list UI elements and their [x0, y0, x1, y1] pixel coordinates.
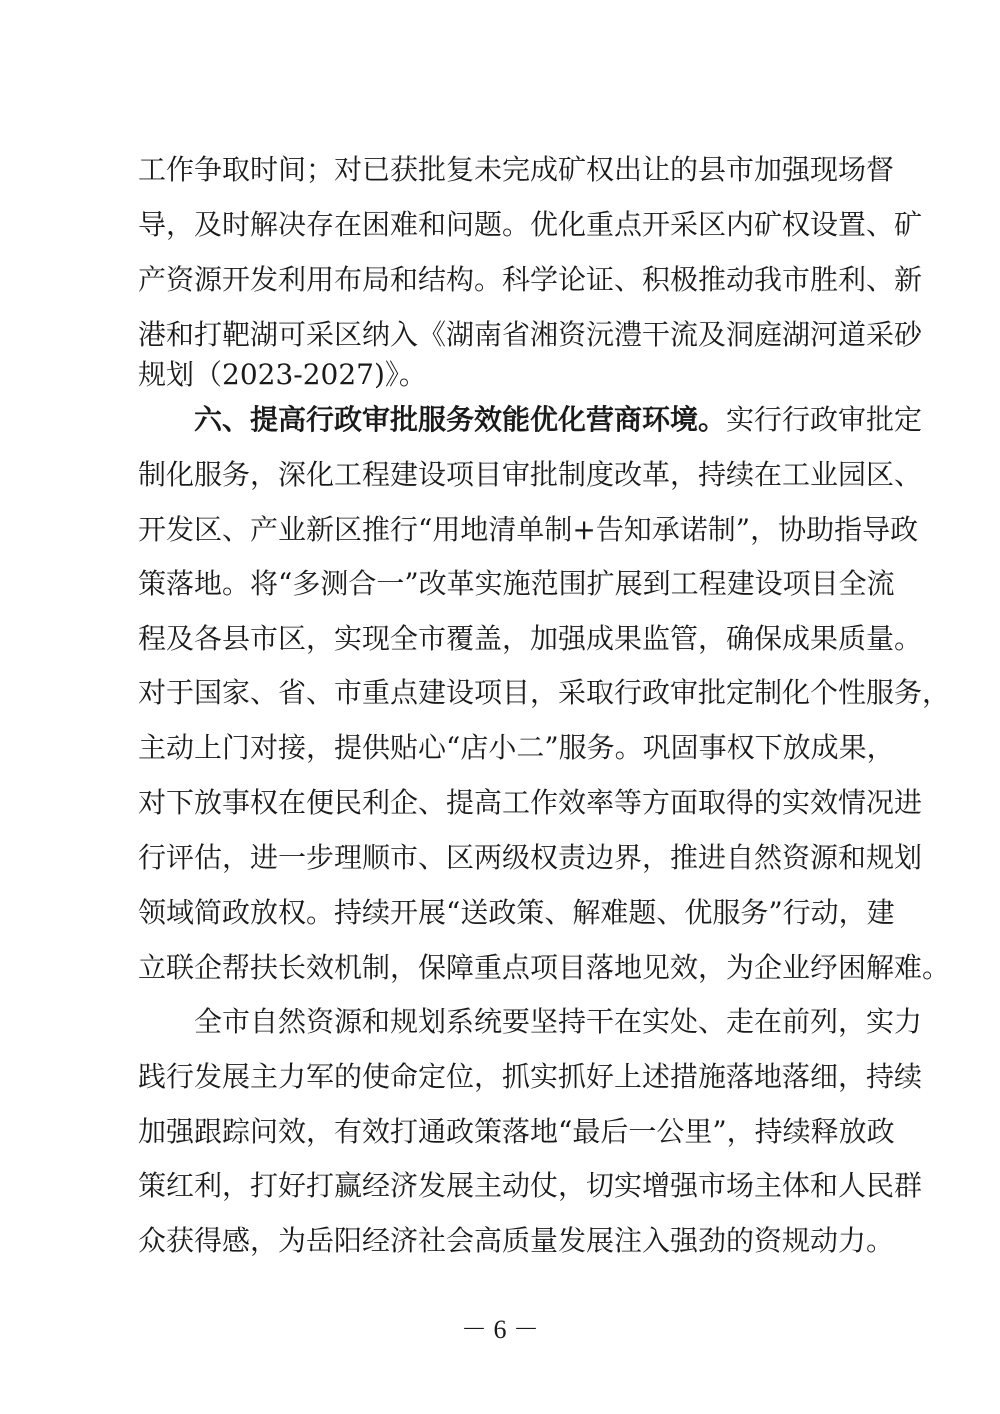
paragraph-line: 加强跟踪问效，有效打通政策落地“最后一公里”，持续释放政 [138, 1115, 895, 1148]
paragraph-line: 程及各县市区，实现全市覆盖，加强成果监管，确保成果质量。 [138, 622, 923, 655]
paragraph-line: 产资源开发利用布局和结构。科学论证、积极推动我市胜利、新 [138, 263, 923, 296]
paragraph-line: 策落地。将“多测合一”改革实施范围扩展到工程建设项目全流 [138, 567, 895, 600]
section-heading-line [194, 400, 923, 440]
paragraph-line: 工作争取时间；对已获批复未完成矿权出让的县市加强现场督 [138, 153, 895, 186]
paragraph-line: 领域简政放权。持续开展“送政策、解难题、优服务”行动，建 [138, 896, 895, 929]
paragraph-line: 策红利，打好打赢经济发展主动仗，切实增强市场主体和人民群 [138, 1169, 923, 1202]
paragraph-line: 开发区、产业新区推行“用地清单制+告知承诺制”，协助指导政 [138, 513, 919, 546]
paragraph-line: 规划（2023-2027)》。 [138, 358, 427, 391]
paragraph-line: 众获得感，为岳阳经济社会高质量发展注入强劲的资规动力。 [138, 1224, 895, 1257]
paragraph-line: 行评估，进一步理顺市、区两级权责边界，推进自然资源和规划 [138, 841, 923, 874]
paragraph-line: 全市自然资源和规划系统要坚持干在实处、走在前列，实力 [194, 1005, 923, 1038]
paragraph-line: 对于国家、省、市重点建设项目，采取行政审批定制化个性服务， [138, 676, 951, 709]
paragraph-line: 制化服务，深化工程建设项目审批制度改革，持续在工业园区、 [138, 458, 923, 491]
page-number: － 6 － [460, 1315, 539, 1344]
paragraph-line: 导，及时解决存在困难和问题。优化重点开采区内矿权设置、矿 [138, 208, 923, 241]
paragraph-line: 立联企帮扶长效机制，保障重点项目落地见效，为企业纾困解难。 [138, 951, 951, 984]
paragraph-line: 对下放事权在便民利企、提高工作效率等方面取得的实效情况进 [138, 786, 923, 819]
section-heading-continuation: 实行行政审批定 [726, 403, 923, 436]
section-heading: 六、提高行政审批服务效能优化营商环境。 [194, 403, 727, 436]
paragraph-line: 主动上门对接，提供贴心“店小二”服务。巩固事权下放成果， [138, 731, 895, 764]
paragraph-line: 践行发展主力军的使命定位，抓实抓好上述措施落地落细，持续 [138, 1060, 923, 1093]
paragraph-line: 港和打靶湖可采区纳入《湖南省湘资沅澧干流及洞庭湖河道采砂 [138, 318, 923, 351]
